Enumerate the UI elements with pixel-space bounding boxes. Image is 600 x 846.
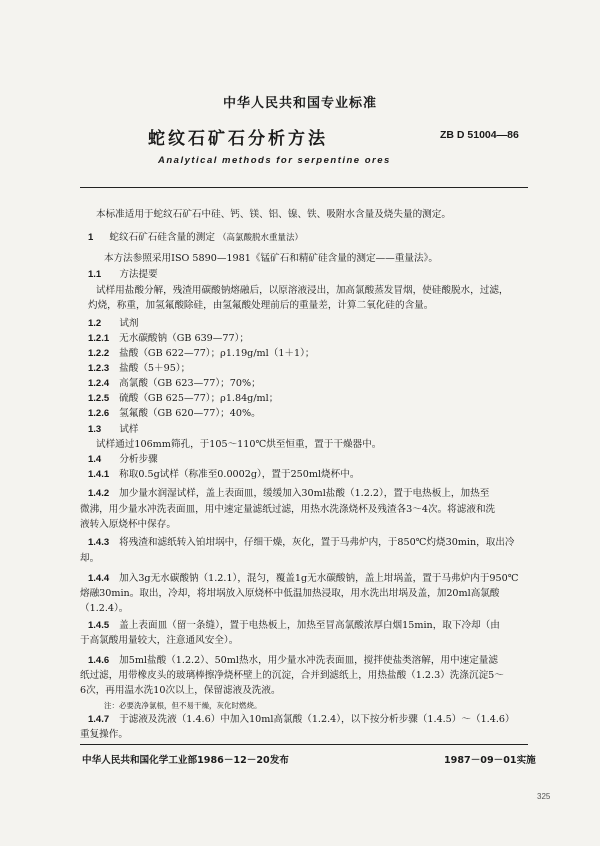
step-number: 1.4.3	[88, 537, 110, 548]
step-1-4-5-line-2: 于高氯酸用量较大，注意通风安全）。	[80, 635, 239, 646]
reagent-number: 1.2.6	[88, 408, 110, 419]
step-text: 于滤液及洗液（1.4.6）中加入10ml高氯酸（1.2.4），以下按分析步骤（1.4.5）～（1.4.6）	[119, 714, 515, 725]
step-1-4-2-line-2: 微沸，用少量水冲洗表面皿，用中速定量滤纸过滤，用热水洗涤烧杯及残渣各3～4次。将滤液和洗	[80, 504, 496, 515]
step-note: 注：必要洗净氯根，但不易干燥，灰化时燃烧。	[104, 701, 262, 710]
reagent-number: 1.2.1	[88, 333, 110, 344]
subsection-1-4-heading	[88, 453, 158, 467]
step-number: 1.4.7	[88, 714, 110, 725]
reagent-text: 硫酸（GB 625—77）；ρ1.84g/ml；	[119, 393, 279, 404]
step-1-4-7	[88, 713, 515, 727]
subsection-title: 试样	[119, 424, 139, 435]
subsection-1-2-heading	[88, 317, 139, 331]
reagent-item	[88, 392, 278, 406]
subsection-number: 1.3	[88, 424, 102, 435]
footer-rule	[80, 744, 528, 745]
standard-category: 中华人民共和国专业标准	[222, 96, 377, 111]
section-title: 蛇纹石矿石硅含量的测定	[109, 232, 215, 243]
sample-text: 试样通过106mm筛孔，于105～110℃烘至恒重，置于干燥器中。	[96, 439, 382, 450]
principle-line-1: 试样用盐酸分解，残渣用碳酸钠熔融后，以原溶液浸出，加高氯酸蒸发冒烟，使硅酸脱水，过滤，	[96, 285, 509, 296]
intro-paragraph: 本标准适用于蛇纹石矿石中硅、钙、镁、铝、镍、铁、吸附水含量及烧失量的测定。	[96, 209, 451, 220]
step-text: 加入3g无水碳酸钠（1.2.1），混匀，覆盖1g无水碳酸钠，盖上坩埚盖，置于马弗炉内于950℃	[119, 573, 519, 584]
section-1-heading	[88, 231, 303, 245]
step-1-4-4	[88, 572, 518, 586]
reagent-text: 盐酸（5＋95）；	[119, 363, 191, 374]
subsection-title: 试剂	[119, 318, 139, 329]
step-1-4-2	[88, 487, 489, 501]
step-1-4-2-line-3: 液转入原烧杯中保存。	[80, 519, 176, 530]
reagent-number: 1.2.4	[88, 378, 110, 389]
reagent-number: 1.2.2	[88, 348, 110, 359]
reagent-item	[88, 332, 249, 346]
step-1-4-4-line-3: （1.2.4）。	[80, 603, 129, 614]
reagent-text: 无水碳酸钠（GB 639—77）；	[119, 333, 249, 344]
document-title: 蛇纹石矿石分析方法	[148, 129, 328, 149]
step-text: 加5ml盐酸（1.2.2）、50ml热水，用少量水冲洗表面皿，搅拌使盐类溶解，用中速定量滤	[119, 655, 498, 666]
step-1-4-6	[88, 654, 498, 668]
reagent-number: 1.2.5	[88, 393, 110, 404]
section-number: 1	[88, 232, 94, 243]
step-1-4-6-line-3: 6次，再用温水洗10次以上，保留滤液及洗液。	[80, 685, 281, 696]
reagent-text: 盐酸（GB 622—77）；ρ1.19g/ml（1＋1）；	[119, 348, 315, 359]
step-number: 1.4.6	[88, 655, 110, 666]
section-method: （高氯酸脱水重量法）	[218, 233, 304, 243]
step-number: 1.4.1	[88, 469, 110, 480]
subsection-number: 1.2	[88, 318, 102, 329]
reagent-number: 1.2.3	[88, 363, 110, 374]
section-1-reference: 本方法参照采用ISO 5890—1981《锰矿石和精矿硅含量的测定——重量法》。	[104, 253, 438, 264]
principle-line-2: 灼烧，称重，加氢氟酸除硅，由氢氟酸处理前后的重量差，计算二氧化硅的含量。	[88, 300, 434, 311]
step-text: 加少量水润湿试样，盖上表面皿，缓缓加入30ml盐酸（1.2.2），置于电热板上，加热至	[119, 488, 490, 499]
subsection-title: 方法提要	[119, 269, 158, 280]
reagent-item	[88, 377, 261, 391]
implementation-date: 1987－09－01实施	[444, 755, 536, 766]
standard-code: ZB D 51004—86	[440, 129, 519, 141]
issuer-info: 中华人民共和国化学工业部1986－12－20发布	[82, 755, 289, 766]
reagent-item	[88, 362, 190, 376]
step-text: 将残渣和滤纸转入铂坩埚中，仔细干燥，灰化，置于马弗炉内，于850℃灼烧30min，取出冷	[119, 537, 515, 548]
subsection-title: 分析步骤	[119, 454, 158, 465]
page-number: 325	[537, 792, 551, 801]
reagent-item	[88, 347, 315, 361]
reagent-text: 氢氟酸（GB 620—77）；40%。	[119, 408, 261, 419]
step-1-4-1	[88, 468, 359, 482]
reagent-text: 高氯酸（GB 623—77）；70%；	[119, 378, 261, 389]
step-text: 称取0.5g试样（称准至0.0002g），置于250ml烧杯中。	[119, 469, 360, 480]
step-1-4-4-line-2: 熔融30min。取出，冷却，将坩埚放入原烧杯中低温加热浸取，用水洗出坩埚及盖，加20ml高氯酸	[80, 588, 500, 599]
step-1-4-3-line-2: 却。	[80, 553, 100, 564]
step-1-4-5	[88, 619, 500, 633]
subsection-1-3-heading	[88, 423, 139, 437]
step-1-4-3	[88, 536, 515, 550]
step-number: 1.4.5	[88, 620, 110, 631]
step-1-4-7-line-2: 重复操作。	[80, 729, 128, 740]
header-rule	[80, 187, 528, 188]
subsection-1-1-heading	[88, 268, 158, 282]
english-subtitle: Analytical methods for serpentine ores	[158, 155, 391, 166]
step-text: 盖上表面皿（留一条缝），置于电热板上，加热至冒高氯酸浓厚白烟15min，取下冷却（由	[119, 620, 500, 631]
reagent-item	[88, 407, 261, 421]
step-number: 1.4.2	[88, 488, 110, 499]
step-number: 1.4.4	[88, 573, 110, 584]
subsection-number: 1.4	[88, 454, 102, 465]
step-1-4-6-line-2: 纸过滤，用带橡皮头的玻璃棒擦净烧杯壁上的沉淀，合并到滤纸上，用热盐酸（1.2.3）洗涤沉淀5～	[80, 670, 504, 681]
subsection-number: 1.1	[88, 269, 102, 280]
